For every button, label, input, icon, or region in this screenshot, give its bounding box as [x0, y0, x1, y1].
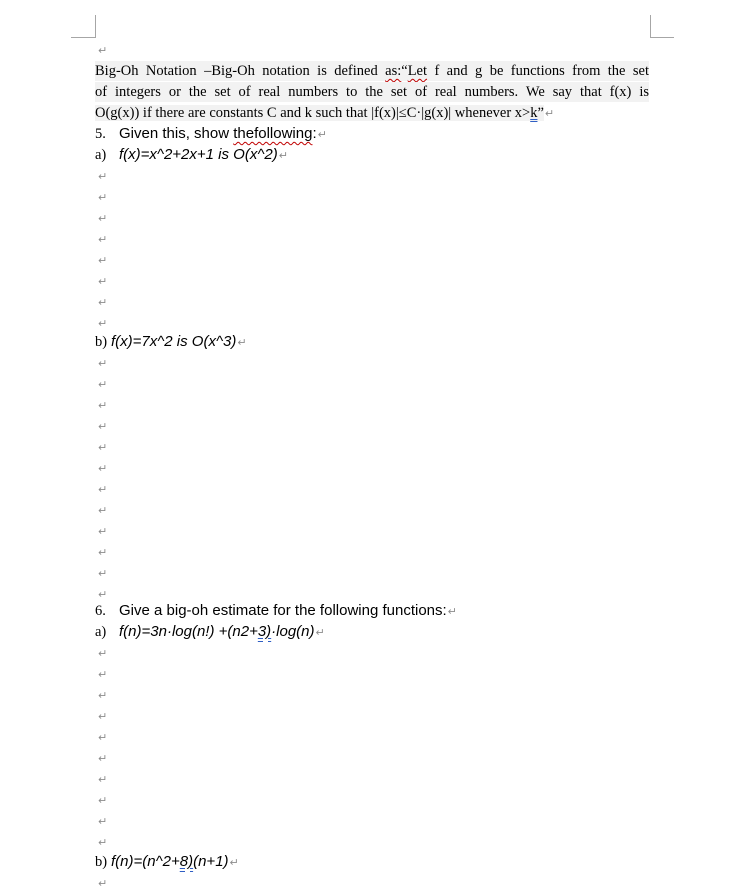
empty-paragraph[interactable] [97, 748, 107, 769]
question-5b[interactable] [95, 332, 247, 353]
spelling-flag-let: Let [407, 63, 428, 79]
empty-paragraph[interactable] [97, 790, 107, 811]
paragraph-mark-icon: ↵ [237, 336, 247, 349]
underlined-term: 3) [257, 623, 272, 640]
intro-line-3[interactable]: O(g(x)) if there are constants C and k such that |f(x)|≤C·|g(x)| whenever x>k”↵ [95, 105, 555, 121]
empty-paragraph[interactable] [97, 208, 107, 229]
paragraph-mark-icon: ↵ [229, 856, 239, 869]
empty-paragraph[interactable] [97, 685, 107, 706]
empty-paragraph[interactable] [97, 416, 107, 437]
page-corner-mark-right [650, 15, 674, 38]
empty-paragraph[interactable] [97, 832, 107, 853]
paragraph-mark-icon: ↵ [98, 275, 108, 288]
question-6a[interactable]: a) f(n)=3n·log(n!) +(n2+3)·log(n)↵ [95, 623, 325, 640]
spelling-flag-thefollowing: thefollowing [233, 125, 313, 142]
paragraph-mark-icon: ↵ [98, 317, 108, 330]
paragraph-mark-icon: ↵ [98, 357, 108, 370]
empty-paragraph[interactable] [97, 250, 107, 271]
paragraph-mark-icon: ↵ [98, 170, 108, 183]
question-6b[interactable]: b) f(n)=(n^2+8)(n+1)↵ [95, 853, 239, 870]
underlined-k: k [530, 105, 538, 121]
question-5a[interactable] [95, 145, 288, 166]
paragraph-mark-icon: ↵ [98, 794, 108, 807]
paragraph-mark-icon: ↵ [98, 567, 108, 580]
paragraph-mark-icon: ↵ [317, 128, 327, 141]
empty-paragraph[interactable] [97, 664, 107, 685]
paragraph-mark-icon: ↵ [98, 588, 108, 601]
paragraph-mark-icon: ↵ [98, 233, 108, 246]
empty-paragraph[interactable] [97, 40, 107, 61]
empty-paragraph[interactable] [97, 727, 107, 748]
empty-paragraph[interactable] [97, 706, 107, 727]
page-corner-mark-left [71, 15, 96, 38]
intro-line-1[interactable]: Big-Oh Notation –Big-Oh notation is defined as:“Let f and g be functions from the set [95, 63, 650, 79]
paragraph-mark-icon: ↵ [98, 504, 108, 517]
empty-paragraph[interactable] [97, 563, 107, 584]
paragraph-mark-icon: ↵ [98, 44, 108, 57]
expression: f(x)=x^2+2x+1 is O(x^2) [119, 146, 278, 163]
paragraph-mark-icon: ↵ [98, 752, 108, 765]
paragraph-mark-icon: ↵ [98, 815, 108, 828]
paragraph-mark-icon: ↵ [278, 149, 288, 162]
paragraph-mark-icon: ↵ [98, 399, 108, 412]
paragraph-mark-icon: ↵ [98, 296, 108, 309]
empty-paragraph[interactable] [97, 313, 107, 334]
empty-paragraph[interactable] [97, 542, 107, 563]
empty-paragraph[interactable] [97, 643, 107, 664]
question-number: 6. [95, 603, 106, 619]
paragraph-mark-icon: ↵ [98, 462, 108, 475]
empty-paragraph[interactable] [97, 229, 107, 250]
spelling-flag-as: as: [385, 63, 402, 79]
empty-paragraph[interactable] [97, 395, 107, 416]
item-label: b) [95, 334, 108, 350]
paragraph-mark-icon: ↵ [98, 773, 108, 786]
paragraph-mark-icon: ↵ [98, 254, 108, 267]
expression: f(x)=7x^2 is O(x^3) [111, 333, 237, 350]
empty-paragraph[interactable] [97, 811, 107, 832]
paragraph-mark-icon: ↵ [98, 710, 108, 723]
empty-paragraph[interactable] [97, 769, 107, 790]
paragraph-mark-icon: ↵ [98, 191, 108, 204]
paragraph-mark-icon: ↵ [98, 731, 108, 744]
empty-paragraph[interactable] [97, 437, 107, 458]
question-number: 5. [95, 126, 106, 142]
item-label: a) [95, 624, 107, 640]
empty-paragraph[interactable] [97, 521, 107, 542]
paragraph-mark-icon: ↵ [98, 441, 108, 454]
item-label: b) [95, 854, 108, 870]
empty-paragraph[interactable] [97, 166, 107, 187]
paragraph-mark-icon: ↵ [98, 546, 108, 559]
paragraph-mark-icon: ↵ [98, 525, 108, 538]
paragraph-mark-icon: ↵ [98, 877, 108, 890]
underlined-term: 8) [179, 853, 194, 870]
paragraph-mark-icon: ↵ [447, 605, 457, 618]
empty-paragraph[interactable] [97, 187, 107, 208]
paragraph-mark-icon: ↵ [98, 647, 108, 660]
empty-paragraph[interactable] [97, 374, 107, 395]
question-5-heading[interactable]: 5. Given this, show thefollowing:↵ [95, 125, 327, 142]
empty-paragraph[interactable] [97, 873, 107, 894]
paragraph-mark-icon: ↵ [98, 689, 108, 702]
empty-paragraph[interactable] [97, 292, 107, 313]
paragraph-mark-icon: ↵ [98, 212, 108, 225]
paragraph-mark-icon: ↵ [98, 668, 108, 681]
empty-paragraph[interactable] [97, 500, 107, 521]
paragraph-mark-icon: ↵ [98, 836, 108, 849]
empty-paragraph[interactable] [97, 458, 107, 479]
item-label: a) [95, 147, 107, 163]
paragraph-mark-icon: ↵ [544, 107, 555, 120]
empty-paragraph[interactable] [97, 271, 107, 292]
paragraph-mark-icon: ↵ [315, 626, 325, 639]
question-6-heading[interactable]: 6. Give a big-oh estimate for the following functions:↵ [95, 602, 457, 619]
empty-paragraph[interactable] [97, 353, 107, 374]
paragraph-mark-icon: ↵ [98, 420, 108, 433]
paragraph-mark-icon: ↵ [98, 483, 108, 496]
empty-paragraph[interactable] [97, 479, 107, 500]
intro-line-2[interactable]: of integers or the set of real numbers to the set of real numbers. We say that f(x) is [95, 84, 649, 100]
paragraph-mark-icon: ↵ [98, 378, 108, 391]
